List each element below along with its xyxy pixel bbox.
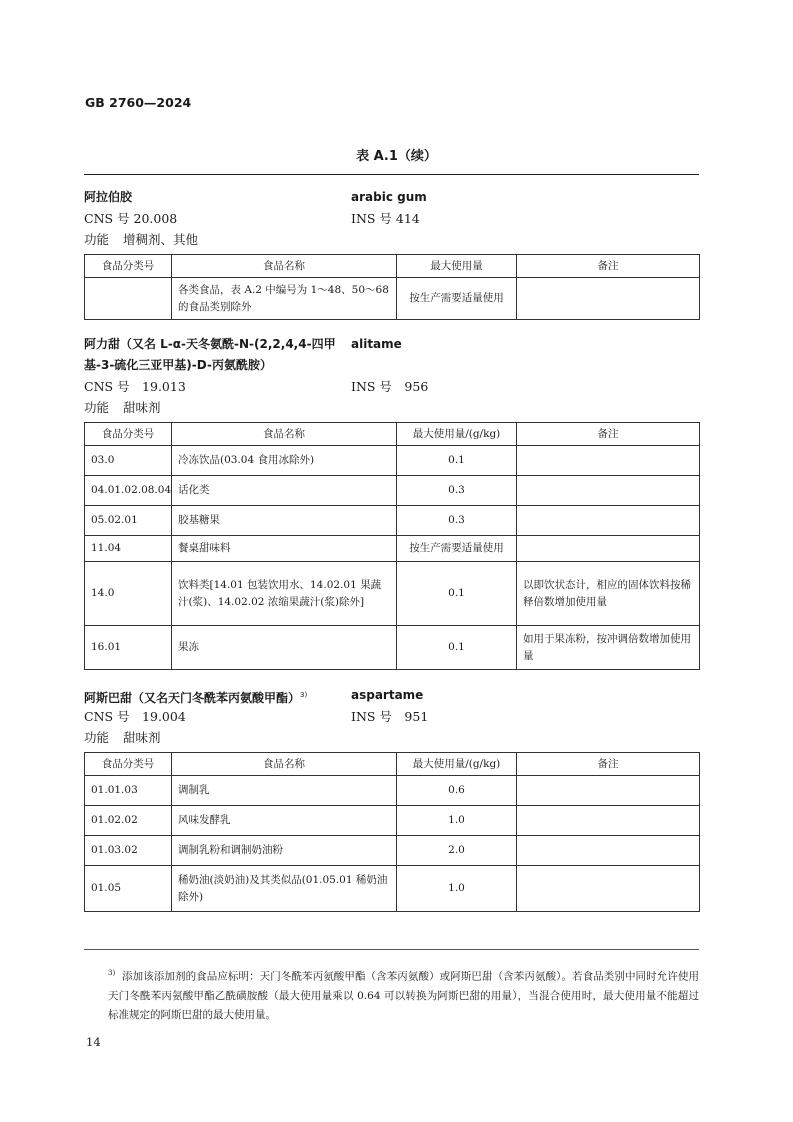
cell-remark [517, 776, 700, 806]
cell-max: 1.0 [397, 866, 517, 912]
cell-remark [517, 278, 700, 320]
additive-function [84, 229, 699, 251]
additive-name-zh: 阿拉伯胶 [84, 190, 133, 204]
ins-number: INS 号 951 [351, 709, 429, 724]
col-header-max: 最大使用量/(g/kg) [397, 753, 517, 776]
cell-category: 03.0 [85, 446, 172, 476]
table-row [85, 446, 700, 476]
additive-name-en: arabic gum [351, 190, 427, 204]
table-header-row [85, 753, 700, 776]
standard-code: GB 2760—2024 [85, 95, 192, 110]
additive-codes [84, 706, 699, 727]
footnote-rule [84, 949, 699, 950]
usage-table [84, 422, 700, 670]
cell-category [85, 278, 172, 320]
cell-max: 0.1 [397, 626, 517, 670]
table-row [85, 776, 700, 806]
cell-max: 按生产需要适量使用 [397, 536, 517, 562]
col-header-remark: 备注 [517, 255, 700, 278]
cell-max: 1.0 [397, 806, 517, 836]
cell-name: 各类食品，表 A.2 中编号为 1～48、50～68 的食品类别除外 [172, 278, 397, 320]
cell-name: 果冻 [172, 626, 397, 670]
additive-name-en: alitame [351, 337, 402, 351]
cell-name: 调制乳 [172, 776, 397, 806]
table-row [85, 278, 700, 320]
table-row [85, 806, 700, 836]
cell-name: 话化类 [172, 476, 397, 506]
cell-max: 0.1 [397, 446, 517, 476]
cell-name: 稀奶油(淡奶油)及其类似品(01.05.01 稀奶油除外) [172, 866, 397, 912]
table-row [85, 506, 700, 536]
cell-max: 0.1 [397, 562, 517, 626]
cell-category: 11.04 [85, 536, 172, 562]
table-header-row [85, 255, 700, 278]
cell-category: 01.05 [85, 866, 172, 912]
function-label: 功能 [84, 400, 110, 415]
cell-category: 16.01 [85, 626, 172, 670]
cell-max: 0.3 [397, 506, 517, 536]
col-header-name: 食品名称 [172, 255, 397, 278]
table-title: 表 A.1（续） [356, 149, 437, 164]
table-row [85, 562, 700, 626]
function-label: 功能 [84, 232, 110, 247]
cell-category: 01.01.03 [85, 776, 172, 806]
col-header-remark: 备注 [517, 423, 700, 446]
cell-remark: 以即饮状态计，相应的固体饮料按稀释倍数增加使用量 [517, 562, 700, 626]
table-row [85, 866, 700, 912]
cell-category: 01.02.02 [85, 806, 172, 836]
footnote [108, 964, 699, 1025]
cns-number: CNS 号 20.008 [84, 211, 178, 226]
cell-name: 饮料类[14.01 包装饮用水、14.02.01 果蔬汁(浆)、14.02.02 浓缩果蔬汁(浆)除外] [172, 562, 397, 626]
cell-remark [517, 806, 700, 836]
additive-name-row [84, 334, 699, 376]
col-header-name: 食品名称 [172, 753, 397, 776]
additive-name-en: aspartame [351, 688, 424, 702]
ins-number: INS 号 956 [351, 379, 429, 394]
cell-remark [517, 446, 700, 476]
additive-aspartame [84, 685, 699, 912]
additive-codes [84, 376, 699, 397]
cell-name: 冷冻饮品(03.04 食用冰除外) [172, 446, 397, 476]
cell-category: 05.02.01 [85, 506, 172, 536]
cell-name: 风味发酵乳 [172, 806, 397, 836]
cell-category: 04.01.02.08.04 [85, 476, 172, 506]
footnote-text: 添加该添加剂的食品应标明：天门冬酰苯丙氨酸甲酯（含苯丙氨酸）或阿斯巴甜（含苯丙氨酸）。若食品类别中同时允许使用天门冬酰苯丙氨酸甲酯乙酰磺胺酸（最大使用量乘以 0.64 可以转换为阿斯巴甜的用量），当混合使用时，最大使用量不能超过标准规定的阿斯巴甜的最大使用量。 [108, 970, 699, 1021]
additive-name-zh: 阿力甜（又名 L-α-天冬氨酰-N-(2,2,4,4-四甲基-3-硫化三亚甲基)-D-丙氨酰胺） [84, 337, 336, 372]
cell-name: 胶基糖果 [172, 506, 397, 536]
page-number: 14 [86, 1035, 101, 1049]
additive-name-row [84, 685, 699, 706]
col-header-category: 食品分类号 [85, 423, 172, 446]
table-header-row [85, 423, 700, 446]
cell-category: 14.0 [85, 562, 172, 626]
col-header-category: 食品分类号 [85, 753, 172, 776]
usage-table [84, 752, 700, 912]
cell-max: 按生产需要适量使用 [397, 278, 517, 320]
footnote-ref: 3) [300, 691, 308, 699]
top-rule [84, 174, 699, 175]
additive-alitame [84, 334, 699, 670]
col-header-max: 最大使用量/(g/kg) [397, 423, 517, 446]
cns-number: CNS 号 19.013 [84, 379, 186, 394]
cell-remark: 如用于果冻粉，按冲调倍数增加使用量 [517, 626, 700, 670]
table-row [85, 626, 700, 670]
additive-codes [84, 208, 699, 229]
additive-arabic-gum [84, 187, 699, 320]
cell-max: 2.0 [397, 836, 517, 866]
cell-max: 0.6 [397, 776, 517, 806]
table-row [85, 536, 700, 562]
additive-name-zh-text: 阿斯巴甜（又名天门冬酰苯丙氨酸甲酯） [84, 691, 301, 705]
cell-remark [517, 536, 700, 562]
additive-function [84, 397, 699, 419]
cell-remark [517, 836, 700, 866]
cell-remark [517, 506, 700, 536]
function-value: 甜味剂 [123, 400, 161, 415]
col-header-category: 食品分类号 [85, 255, 172, 278]
cell-max: 0.3 [397, 476, 517, 506]
function-value: 甜味剂 [123, 730, 161, 745]
ins-number: INS 号 414 [351, 211, 420, 226]
additive-function [84, 727, 699, 749]
cell-remark [517, 476, 700, 506]
col-header-remark: 备注 [517, 753, 700, 776]
additive-name-row [84, 187, 699, 208]
cell-remark [517, 866, 700, 912]
function-label: 功能 [84, 730, 110, 745]
table-row [85, 836, 700, 866]
cell-category: 01.03.02 [85, 836, 172, 866]
table-row [85, 476, 700, 506]
cell-name: 餐桌甜味料 [172, 536, 397, 562]
usage-table [84, 254, 700, 320]
col-header-name: 食品名称 [172, 423, 397, 446]
footnote-mark: 3) [108, 969, 116, 977]
cns-number: CNS 号 19.004 [84, 709, 186, 724]
col-header-max: 最大使用量 [397, 255, 517, 278]
function-value: 增稠剂、其他 [123, 232, 199, 247]
cell-name: 调制乳粉和调制奶油粉 [172, 836, 397, 866]
